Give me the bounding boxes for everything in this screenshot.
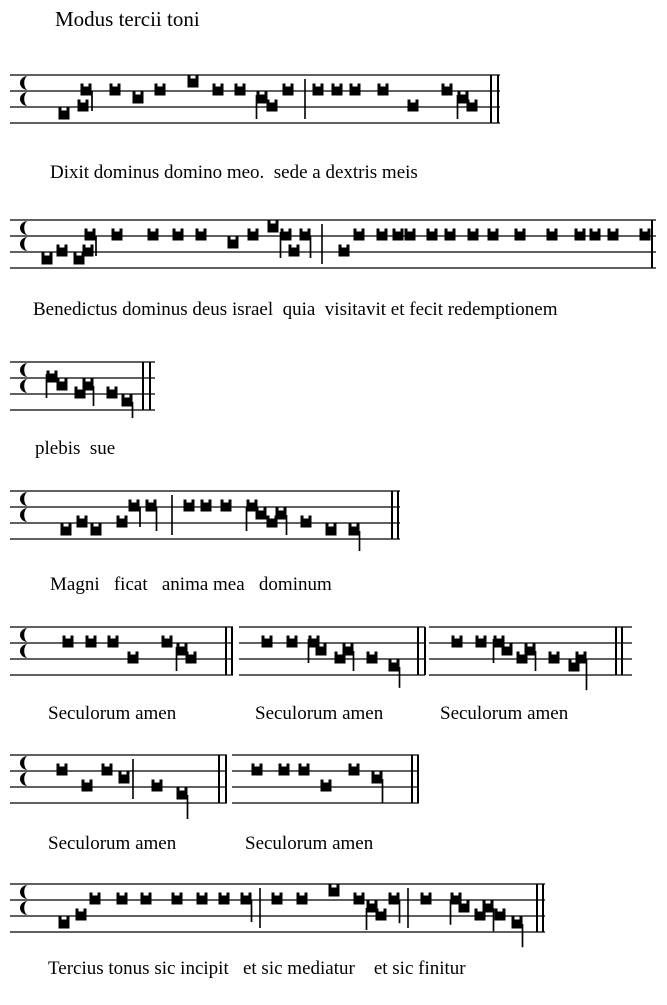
punctum-note xyxy=(376,909,387,921)
c-clef xyxy=(20,92,28,106)
punctum-note xyxy=(83,379,94,391)
punctum-note xyxy=(152,780,163,792)
punctum-note xyxy=(576,652,587,664)
punctum-note xyxy=(201,500,212,512)
punctum-note xyxy=(57,764,68,776)
c-clef xyxy=(20,756,28,770)
lyric-seculorum-amen-4: Seculorum amen xyxy=(48,833,177,854)
punctum-note xyxy=(107,387,118,399)
punctum-note xyxy=(148,229,159,241)
punctum-note xyxy=(349,524,360,536)
punctum-note xyxy=(608,229,619,241)
punctum-note xyxy=(547,229,558,241)
punctum-note xyxy=(110,84,121,96)
punctum-note xyxy=(405,229,416,241)
punctum-note xyxy=(117,516,128,528)
punctum-note xyxy=(283,84,294,96)
lyric-line-dixit: Dixit dominus domino meo. sede a dextris meis xyxy=(50,162,418,183)
lyric-line-tercius: Tercius tonus sic incipit et sic mediatur et sic finitur xyxy=(48,958,466,979)
punctum-note xyxy=(213,84,224,96)
punctum-note xyxy=(408,100,419,112)
punctum-note xyxy=(299,764,310,776)
punctum-note xyxy=(289,245,300,257)
punctum-note xyxy=(378,84,389,96)
punctum-note xyxy=(90,893,101,905)
punctum-note xyxy=(184,500,195,512)
punctum-note xyxy=(300,229,311,241)
punctum-note xyxy=(141,893,152,905)
punctum-note xyxy=(76,909,87,921)
punctum-note xyxy=(112,229,123,241)
punctum-note xyxy=(367,652,378,664)
punctum-note xyxy=(515,229,526,241)
c-clef xyxy=(20,508,28,522)
c-clef xyxy=(20,901,28,915)
c-clef xyxy=(20,363,28,377)
punctum-note xyxy=(128,652,139,664)
punctum-note xyxy=(445,229,456,241)
punctum-note xyxy=(122,395,133,407)
lyric-line-magnificat: Magni ficat anima mea dominum xyxy=(50,574,332,595)
punctum-note xyxy=(108,636,119,648)
punctum-note xyxy=(252,764,263,776)
punctum-note xyxy=(476,636,487,648)
c-clef xyxy=(20,492,28,506)
lyric-seculorum-amen-3: Seculorum amen xyxy=(440,703,569,724)
punctum-note xyxy=(459,901,470,913)
c-clef xyxy=(20,237,28,251)
punctum-note xyxy=(421,893,432,905)
punctum-note xyxy=(196,229,207,241)
punctum-note xyxy=(241,893,252,905)
punctum-note xyxy=(172,893,183,905)
punctum-note xyxy=(77,516,88,528)
punctum-note xyxy=(495,909,506,921)
punctum-note xyxy=(452,636,463,648)
punctum-note xyxy=(372,772,383,784)
punctum-note xyxy=(197,893,208,905)
c-clef xyxy=(20,644,28,658)
punctum-note xyxy=(155,84,166,96)
punctum-note xyxy=(57,379,68,391)
punctum-note xyxy=(129,500,140,512)
punctum-note xyxy=(640,229,651,241)
lyric-seculorum-amen-5: Seculorum amen xyxy=(245,833,374,854)
punctum-note xyxy=(276,508,287,520)
c-clef xyxy=(20,772,28,786)
punctum-note xyxy=(177,788,188,800)
punctum-note xyxy=(42,253,53,265)
punctum-note xyxy=(257,92,268,104)
punctum-note xyxy=(332,84,343,96)
punctum-note xyxy=(354,229,365,241)
c-clef xyxy=(20,221,28,235)
punctum-note xyxy=(63,636,74,648)
punctum-note xyxy=(575,229,586,241)
punctum-note xyxy=(350,84,361,96)
punctum-note xyxy=(525,644,536,656)
punctum-note xyxy=(287,636,298,648)
c-clef xyxy=(20,628,28,642)
punctum-note xyxy=(393,229,404,241)
punctum-note xyxy=(427,229,438,241)
punctum-note xyxy=(262,636,273,648)
punctum-note xyxy=(549,652,560,664)
punctum-note xyxy=(57,245,68,257)
punctum-note xyxy=(468,229,479,241)
page-title: Modus tercii toni xyxy=(55,7,200,31)
punctum-note xyxy=(321,780,332,792)
punctum-note xyxy=(188,76,199,88)
punctum-note xyxy=(442,84,453,96)
punctum-note xyxy=(389,660,400,672)
lyric-line-benedictus: Benedictus dominus deus israel quia visitavit et fecit redemptionem xyxy=(33,299,558,320)
punctum-note xyxy=(256,508,267,520)
punctum-note xyxy=(488,229,499,241)
punctum-note xyxy=(173,229,184,241)
punctum-note xyxy=(483,901,494,913)
lyric-line-plebis: plebis sue xyxy=(35,438,116,459)
punctum-note xyxy=(162,636,173,648)
punctum-note xyxy=(313,84,324,96)
punctum-note xyxy=(86,636,97,648)
punctum-note xyxy=(91,524,102,536)
punctum-note xyxy=(316,644,327,656)
punctum-note xyxy=(349,764,360,776)
punctum-note xyxy=(281,229,292,241)
punctum-note xyxy=(354,893,365,905)
c-clef xyxy=(20,379,28,393)
punctum-note xyxy=(297,893,308,905)
c-clef xyxy=(20,885,28,899)
punctum-note xyxy=(186,652,197,664)
punctum-note xyxy=(248,229,259,241)
punctum-note xyxy=(301,516,312,528)
punctum-note xyxy=(326,524,337,536)
punctum-note xyxy=(81,84,92,96)
punctum-note xyxy=(133,92,144,104)
punctum-note xyxy=(389,893,400,905)
punctum-note xyxy=(590,229,601,241)
punctum-note xyxy=(267,100,278,112)
punctum-note xyxy=(82,780,93,792)
punctum-note xyxy=(59,108,70,120)
punctum-note xyxy=(102,764,113,776)
punctum-note xyxy=(339,245,350,257)
punctum-note xyxy=(47,371,58,383)
lyric-seculorum-amen-2: Seculorum amen xyxy=(255,703,384,724)
punctum-note xyxy=(377,229,388,241)
punctum-note xyxy=(467,100,478,112)
punctum-note xyxy=(228,237,239,249)
punctum-note xyxy=(272,893,283,905)
c-clef xyxy=(20,76,28,90)
punctum-note xyxy=(235,84,246,96)
punctum-note xyxy=(117,893,128,905)
punctum-note xyxy=(61,524,72,536)
punctum-note xyxy=(279,764,290,776)
punctum-note xyxy=(329,885,340,897)
lyric-seculorum-amen-1: Seculorum amen xyxy=(48,703,177,724)
punctum-note xyxy=(146,500,157,512)
punctum-note xyxy=(119,772,130,784)
punctum-note xyxy=(85,229,96,241)
punctum-note xyxy=(221,500,232,512)
punctum-note xyxy=(268,221,279,233)
punctum-note xyxy=(83,245,94,257)
punctum-note xyxy=(219,893,230,905)
punctum-note xyxy=(78,100,89,112)
punctum-note xyxy=(59,917,70,929)
punctum-note xyxy=(502,644,513,656)
punctum-note xyxy=(512,917,523,929)
punctum-note xyxy=(343,644,354,656)
